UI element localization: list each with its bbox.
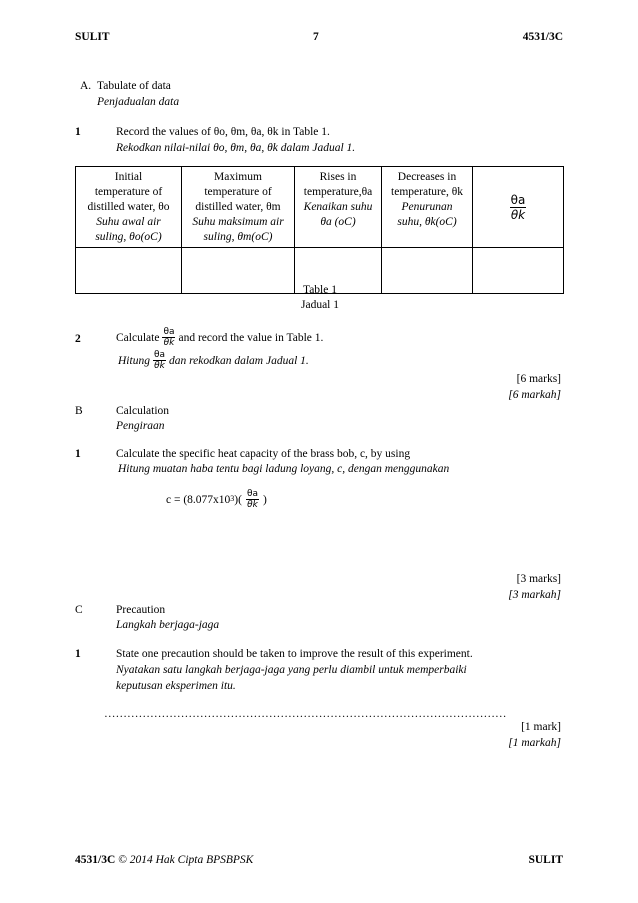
qc1-marks: [1 mark] (521, 721, 561, 733)
qc1-text: State one precaution should be taken to improve the result of this experiment. (116, 648, 473, 660)
section-a-title: Tabulate of data (97, 80, 171, 92)
table-caption-ms: Jadual 1 (300, 299, 339, 311)
qb1-text: Calculate the specific heat capacity of the brass bob, c, by using (116, 448, 411, 460)
section-a-title-ms: Penjadualan data (97, 96, 180, 108)
formula: c = (8.077x10 3 )( $\frac{\theta a}{\theta k}$ ) (166, 489, 267, 510)
qc1-text-ms-1: Nyatakan satu langkah berjaga-jaga yang perlu diambil untuk memperbaiki (116, 664, 467, 676)
q1-number: 1 (75, 126, 81, 138)
header-decrease-temp: Decreases in temperature, θk Penurunan suhu, θk(oC) (382, 167, 473, 248)
header-left: SULIT (75, 31, 110, 43)
q2-marks: [6 marks] (516, 373, 561, 385)
cell-initial-temp[interactable] (76, 248, 182, 294)
q1-text-ms: Rekodkan nilai-nilai θo, θm, θa, θk dalam Jadual 1. (116, 142, 356, 154)
formula-fraction: $\frac{\theta a}{\theta k}$ (246, 489, 258, 510)
q2-marks-ms: [6 markah] (508, 389, 561, 401)
answer-line[interactable]: …………………………………………………………………………………………… (104, 708, 507, 720)
q2-number: 2 (75, 333, 81, 345)
section-b-title-ms: Pengiraan (116, 420, 165, 432)
section-b-letter: B (75, 405, 83, 417)
page-number: 7 (313, 31, 319, 43)
qb1-number: 1 (75, 448, 81, 460)
header-max-temp: Maximum temperature of distilled water, θm Suhu maksimum air suling, θm(oC) (182, 167, 295, 248)
data-table (75, 166, 564, 294)
footer-left: 4531/3C © 2014 Hak Cipta BPSBPSK (75, 854, 254, 866)
q2-fraction: $\frac{\theta a}{\theta k}$ (163, 327, 175, 348)
header-ratio (473, 167, 564, 248)
ratio-fraction: $\frac{\theta a}{\theta k}$ (510, 193, 526, 222)
cell-decrease-temp[interactable] (382, 248, 473, 294)
section-c-title-ms: Langkah berjaga-jaga (116, 619, 220, 631)
section-c-title: Precaution (116, 604, 166, 616)
qb1-marks-ms: [3 markah] (508, 589, 561, 601)
qc1-text-ms-2: keputusan eksperimen itu. (116, 680, 236, 692)
cell-max-temp[interactable] (182, 248, 295, 294)
qc1-marks-ms: [1 markah] (508, 737, 561, 749)
qb1-marks: [3 marks] (516, 573, 561, 585)
q2-text-ms: Hitung $\frac{\theta a}{\theta k}$ dan rekodkan dalam Jadual 1. (118, 350, 309, 371)
header-rise-temp: Rises in temperature,θa Kenaikan suhu θa (oC) (295, 167, 382, 248)
table-caption: Table 1 (302, 284, 337, 296)
section-a-letter: A. (80, 80, 92, 92)
qc1-number: 1 (75, 648, 81, 660)
section-c-letter: C (75, 604, 83, 616)
q1-text: Record the values of θo, θm, θa, θk in Table 1. (116, 126, 330, 138)
qb1-text-ms: Hitung muatan haba tentu bagi ladung loyang, c, dengan menggunakan (118, 463, 450, 475)
header-initial-temp: Initial temperature of distilled water, θo Suhu awal air suling, θo(oC) (76, 167, 182, 248)
header-right: 4531/3C (522, 31, 563, 43)
footer-right: SULIT (528, 854, 563, 866)
q2-fraction-ms: $\frac{\theta a}{\theta k}$ (153, 350, 165, 371)
q2-text: Calculate $\frac{\theta a}{\theta k}$ and record the value in Table 1. (116, 327, 324, 348)
section-b-title: Calculation (116, 405, 170, 417)
cell-ratio[interactable] (473, 248, 564, 294)
